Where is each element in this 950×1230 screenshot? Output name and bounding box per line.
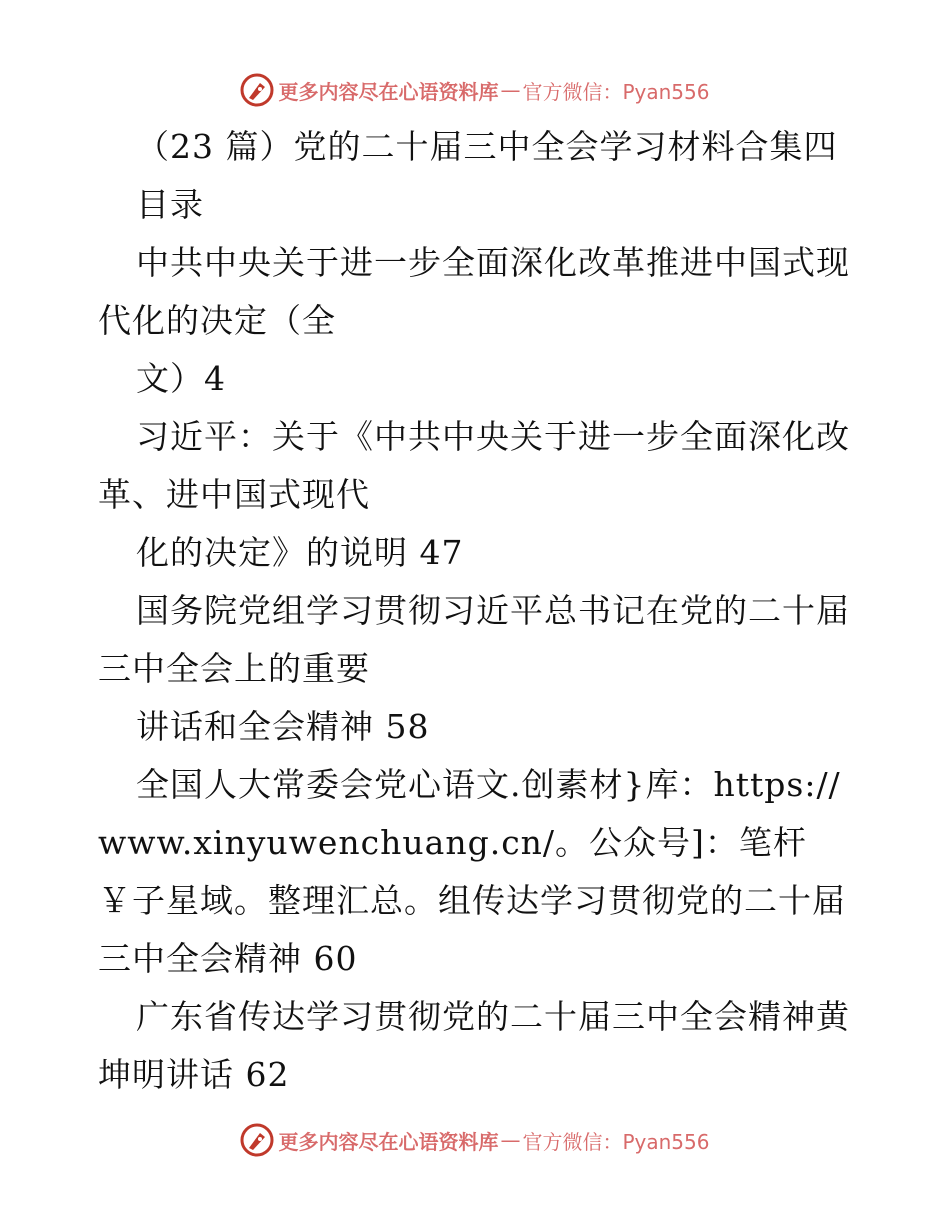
footer-banner <box>0 1120 950 1160</box>
banner-wechat-text: 官方微信：Pyan556 <box>522 1129 710 1154</box>
banner-site-text: 更多内容尽在心语资料库 <box>278 1129 499 1154</box>
banner-site-text: 更多内容尽在心语资料库 <box>278 79 499 104</box>
toc-entry: 习近平：关于《中共中央关于进一步全面深化改革、进中国式现代 <box>98 417 850 514</box>
toc-entry: 国务院党组学习贯彻习近平总书记在党的二十届三中全会上的重要 <box>98 591 850 688</box>
toc-entry: 文）4 <box>136 359 226 398</box>
document-body <box>98 118 858 1104</box>
toc-entry: 广东省传达学习贯彻党的二十届三中全会精神黄坤明讲话 62 <box>98 997 850 1094</box>
pen-nib-logo-icon <box>240 1123 274 1157</box>
pen-nib-logo-icon <box>240 73 274 107</box>
banner-separator: — <box>500 78 521 102</box>
toc-entry: 全国人大常委会党心语文.创素材}库：https://www.xinyuwenchuang.cn/。公众号]：笔杆￥子星域。整理汇总。组传达学习贯彻党的二十届三中全会精神 60 <box>98 765 846 978</box>
header-banner <box>0 70 950 110</box>
toc-entry: 中共中央关于进一步全面深化改革推进中国式现代化的决定（全 <box>98 243 850 340</box>
toc-entry: 讲话和全会精神 58 <box>136 707 430 746</box>
toc-entry: 化的决定》的说明 47 <box>136 533 464 572</box>
document-title: （23 篇）党的二十届三中全会学习材料合集四 <box>136 127 838 166</box>
banner-wechat-text: 官方微信：Pyan556 <box>522 79 710 104</box>
banner-separator: — <box>500 1128 521 1152</box>
toc-heading: 目录 <box>136 185 204 224</box>
